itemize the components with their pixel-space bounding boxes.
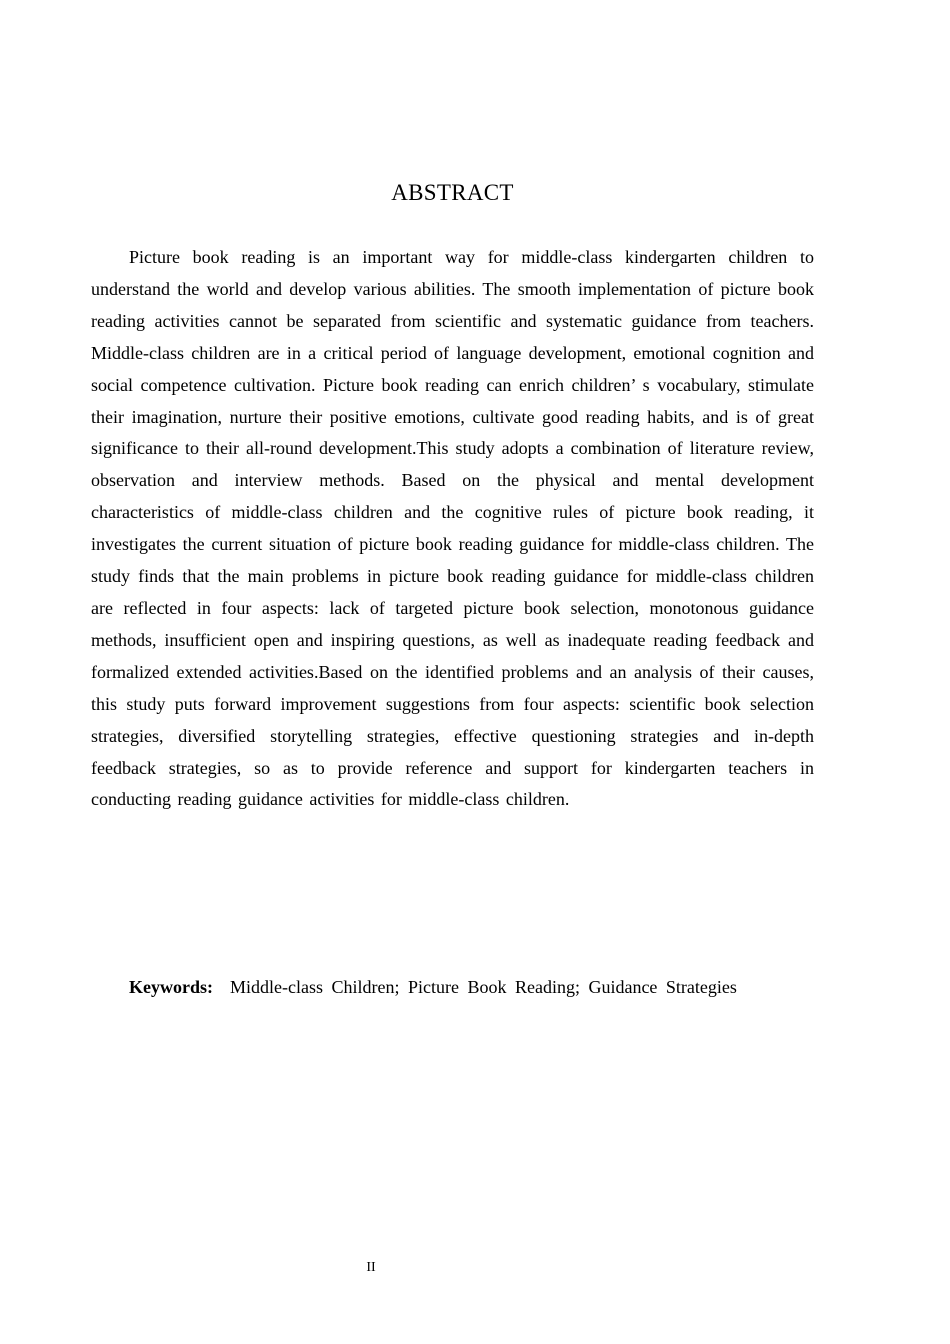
keywords-text: Middle-class Children; Picture Book Reading; Guidance Strategies <box>230 977 737 997</box>
keywords-label: Keywords: <box>129 977 213 997</box>
page-number: II <box>366 1260 376 1275</box>
keywords-line <box>129 972 829 1003</box>
abstract-paragraph: Picture book reading is an important way for middle-class kindergarten children to understand the world and develop various abilities. The smooth implementation of picture book reading activities cannot be separated from scientific and systematic guidance from teachers. Middle-class children are in a critical period of language development, emotional cognition and social competence cultivation. Picture book reading can enrich children’ s vocabulary, stimulate their imagination, nurture their positive emotions, cultivate good reading habits, and is of great significance to their all-round development.This study adopts a combination of literature review, observation and interview methods. Based on the physical and mental development characteristics of middle-class children and the cognitive rules of picture book reading, it investigates the current situation of picture book reading guidance for middle-class children. The study finds that the main problems in picture book reading guidance for middle-class children are reflected in four aspects: lack of targeted picture book selection, monotonous guidance methods, insufficient open and inspiring questions, as well as inadequate reading feedback and formalized extended activities.Based on the identified problems and an analysis of their causes, this study puts forward improvement suggestions from four aspects: scientific book selection strategies, diversified storytelling strategies, effective questioning strategies and in-depth feedback strategies, so as to provide reference and support for kindergarten teachers in conducting reading guidance activities for middle-class children. <box>91 247 814 810</box>
abstract-title: ABSTRACT <box>391 180 514 205</box>
